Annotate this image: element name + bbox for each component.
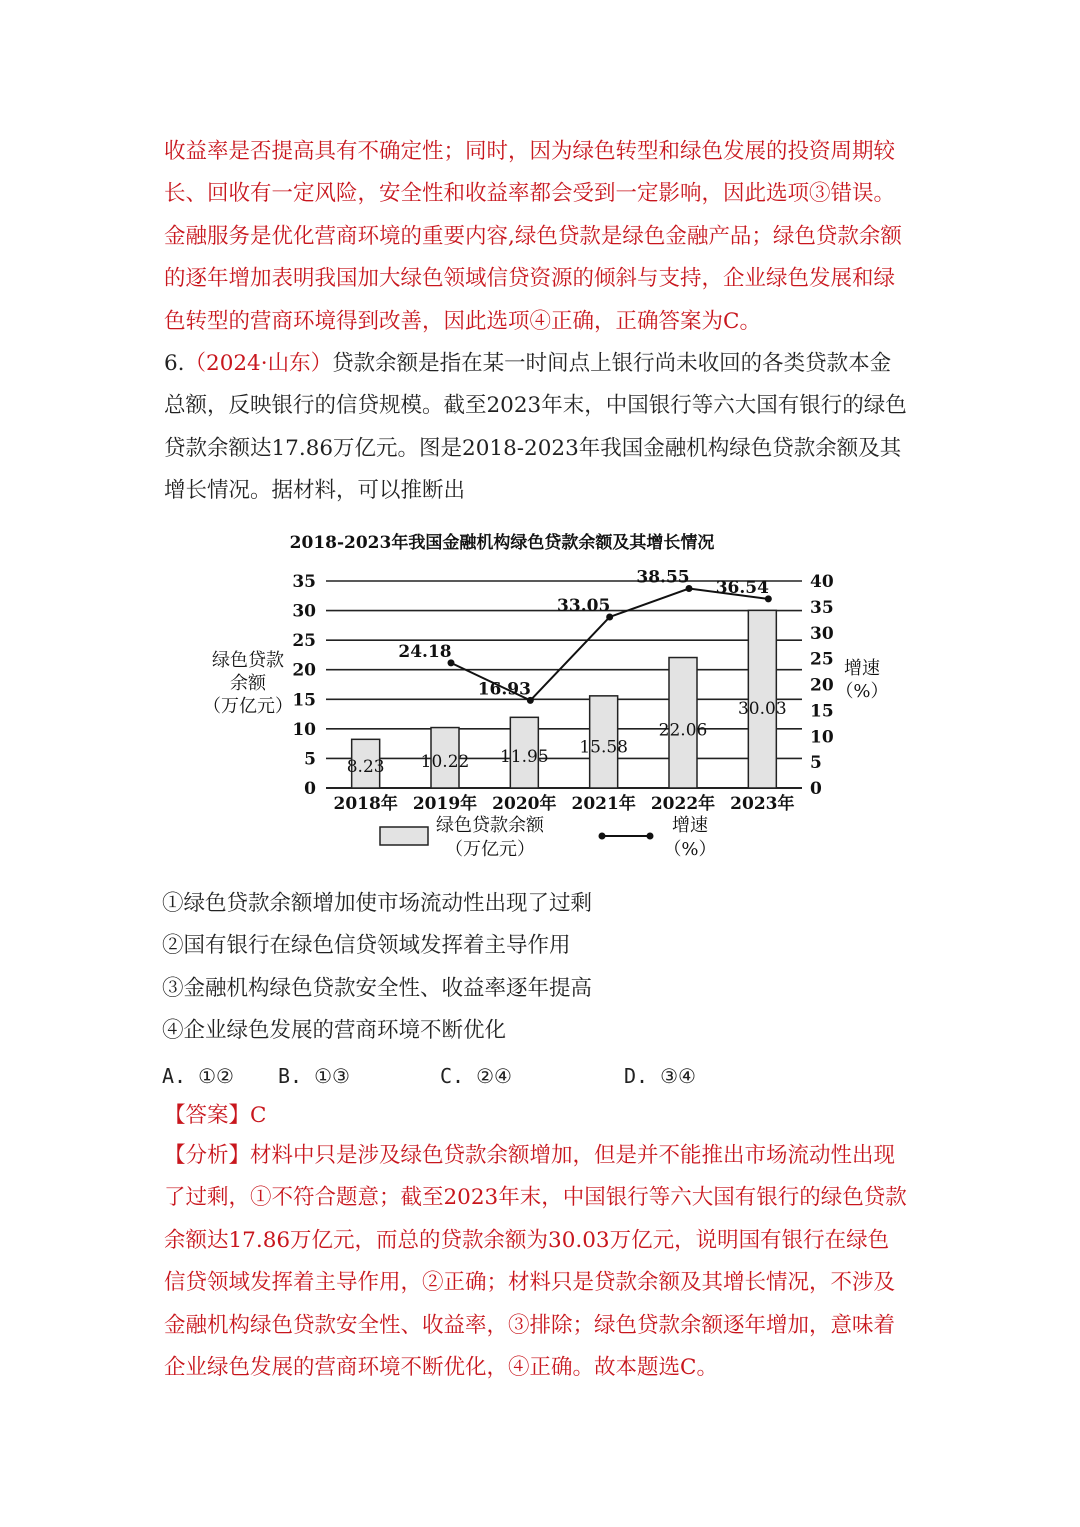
- legend-line-label: （%）: [663, 839, 717, 860]
- legend-bar-label: 绿色贷款余额: [436, 815, 544, 836]
- answer-line: [164, 1098, 266, 1129]
- question-stem: [164, 343, 924, 513]
- category-label: 2023年: [730, 794, 795, 814]
- left-axis-label: 余额: [230, 673, 266, 694]
- growth-value-label: 16.93: [477, 679, 531, 700]
- legend-line-label: 增速: [672, 815, 708, 836]
- growth-value-label: 24.18: [398, 641, 452, 662]
- right-tick-label: 25: [810, 649, 834, 670]
- analysis-line: 金融机构绿色贷款安全性、收益率，③排除；绿色贷款余额逐年增加，意味着: [164, 1312, 896, 1338]
- right-tick-label: 20: [810, 675, 834, 696]
- right-tick-label: 35: [810, 597, 834, 618]
- bar-value-label: 11.95: [499, 747, 549, 768]
- question-source: （2024·山东）: [184, 351, 333, 376]
- analysis-line: 信贷领域发挥着主导作用，②正确；材料只是贷款余额及其增长情况，不涉及: [164, 1270, 896, 1296]
- analysis-first-line: 材料中只是涉及绿色贷款余额增加，但是并不能推出市场流动性出现: [250, 1143, 896, 1168]
- right-axis-label: 增速: [844, 658, 880, 679]
- analysis-line: 余额达17.86万亿元，而总的贷款余额为30.03万亿元，说明国有银行在绿色: [164, 1227, 890, 1253]
- choice-c: C. ②④: [440, 1064, 512, 1088]
- previous-analysis-line: 长、回收有一定风险，安全性和收益率都会受到一定影响，因此选项③错误。: [164, 181, 896, 207]
- category-label: 2022年: [650, 794, 716, 814]
- left-tick-label: 25: [292, 631, 316, 652]
- choice-b: B. ①③: [278, 1064, 350, 1088]
- question-stem-line: 贷款余额达17.86万亿元。图是2018-2023年我国金融机构绿色贷款余额及其: [164, 435, 902, 461]
- right-axis-label: （%）: [835, 681, 889, 702]
- right-tick-label: 30: [810, 623, 834, 644]
- choice-d: D. ③④: [624, 1064, 696, 1088]
- bar-value-label: 15.58: [579, 737, 629, 758]
- left-axis-label: 绿色贷款: [212, 650, 284, 671]
- previous-analysis-line: 金融服务是优化营商环境的重要内容,绿色贷款是绿色金融产品；绿色贷款余额: [164, 223, 902, 249]
- bar-value-label: 22.06: [658, 720, 708, 741]
- statement-1: ①绿色贷款余额增加使市场流动性出现了过剩: [162, 891, 593, 916]
- category-label: 2018年: [333, 794, 398, 814]
- statement-4: ④企业绿色发展的营商环境不断优化: [162, 1018, 507, 1043]
- right-tick-label: 15: [810, 701, 834, 722]
- left-tick-label: 10: [292, 719, 316, 740]
- question-number: 6.: [164, 351, 185, 376]
- legend-bar-swatch: [380, 827, 428, 845]
- bar-value-label: 10.22: [420, 751, 470, 772]
- bar-value-label: 30.03: [737, 699, 787, 720]
- analysis-line: 企业绿色发展的营商环境不断优化，④正确。故本题选C。: [164, 1355, 718, 1381]
- previous-analysis-line: 收益率是否提高具有不确定性；同时，因为绿色转型和绿色发展的投资周期较: [164, 139, 896, 164]
- legend-line-point: [647, 833, 654, 840]
- left-tick-label: 35: [292, 572, 316, 592]
- analysis-tag: 【分析】: [164, 1143, 251, 1168]
- growth-value-label: 36.54: [715, 577, 769, 598]
- answer-value: C: [250, 1103, 267, 1128]
- legend-bar-label: （万亿元）: [445, 839, 535, 860]
- left-tick-label: 5: [304, 749, 316, 770]
- growth-value-label: 33.05: [557, 595, 611, 616]
- question-stem-line: 增长情况。据材料，可以推断出: [164, 478, 466, 504]
- bar-value-label: 8.23: [346, 757, 385, 778]
- legend-line-point: [599, 833, 606, 840]
- right-tick-label: 5: [810, 753, 822, 774]
- chart-axes: [203, 572, 889, 814]
- left-tick-label: 0: [304, 779, 316, 799]
- question-stem-first-line: 贷款余额是指在某一时间点上银行尚未收回的各类贷款本金: [332, 351, 892, 376]
- previous-analysis-line: 色转型的营商环境得到改善，因此选项④正确，正确答案为C。: [164, 308, 761, 334]
- left-tick-label: 20: [292, 660, 316, 681]
- left-tick-label: 30: [292, 601, 316, 622]
- analysis: [164, 1135, 924, 1389]
- chart-title: 2018-2023年我国金融机构绿色贷款余额及其增长情况: [289, 533, 715, 553]
- right-tick-label: 40: [810, 572, 834, 592]
- chart-growth-line: [398, 568, 771, 704]
- category-label: 2020年: [492, 794, 557, 814]
- chart-legend: [380, 815, 717, 860]
- category-label: 2021年: [571, 794, 636, 814]
- statement-2: ②国有银行在绿色信贷领域发挥着主导作用: [162, 933, 571, 958]
- choice-a: A. ①②: [162, 1064, 234, 1088]
- right-tick-label: 10: [810, 727, 834, 748]
- statement-3: ③金融机构绿色贷款安全性、收益率逐年提高: [162, 976, 593, 1001]
- left-tick-label: 15: [292, 690, 316, 711]
- green-loan-chart: [196, 520, 889, 870]
- left-axis-label: （万亿元）: [203, 696, 293, 717]
- growth-value-label: 38.55: [636, 567, 690, 588]
- right-tick-label: 0: [810, 779, 822, 799]
- previous-analysis-line: 的逐年增加表明我国加大绿色领域信贷资源的倾斜与支持，企业绿色发展和绿: [164, 266, 896, 292]
- analysis-line: 了过剩，①不符合题意；截至2023年末，中国银行等六大国有银行的绿色贷款: [164, 1185, 907, 1211]
- previous-analysis: [164, 131, 924, 343]
- answer-tag: 【答案】: [164, 1103, 251, 1128]
- question-stem-line: 总额，反映银行的信贷规模。截至2023年末，中国银行等六大国有银行的绿色: [164, 393, 907, 419]
- category-label: 2019年: [412, 794, 478, 814]
